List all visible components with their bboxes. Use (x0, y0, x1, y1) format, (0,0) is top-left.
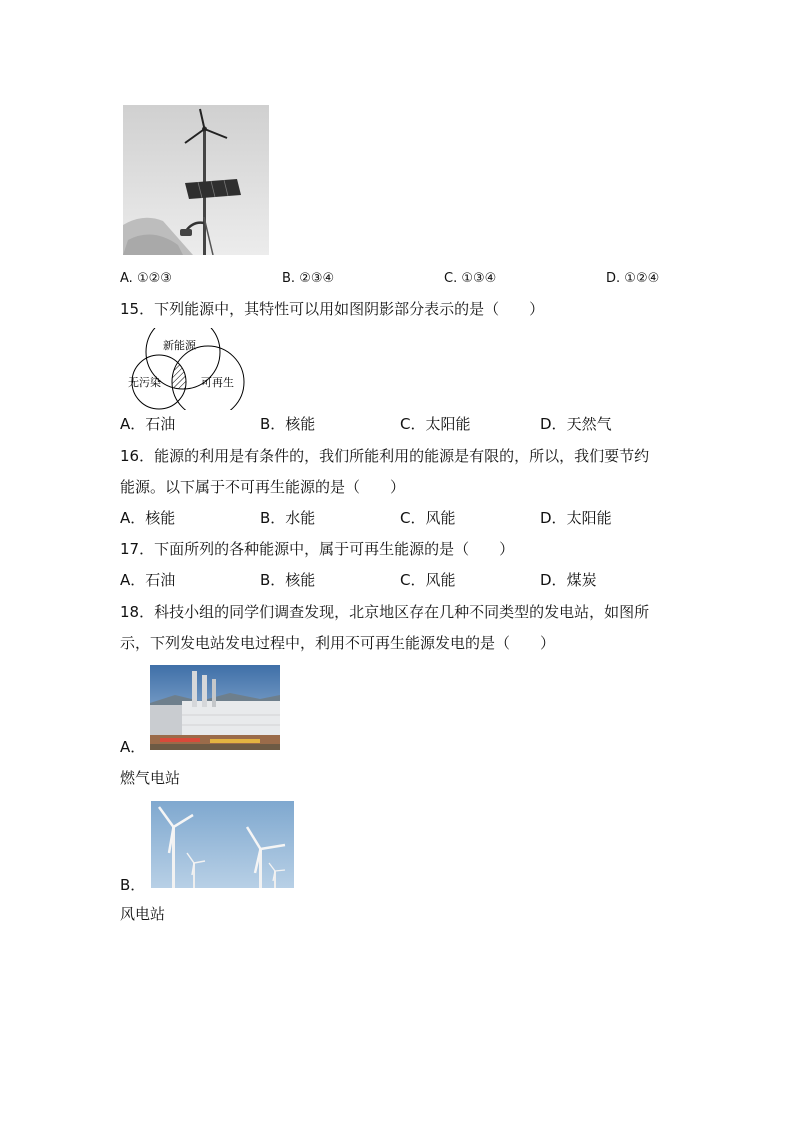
option-letter: A． (120, 415, 146, 433)
q14-option-c[interactable] (444, 269, 496, 289)
option-text: 核能 (285, 415, 316, 433)
option-text: 煤炭 (566, 571, 597, 589)
q15-venn-diagram (120, 328, 250, 410)
option-text: 太阳能 (425, 415, 471, 433)
option-text: 核能 (285, 571, 316, 589)
q16-option-a[interactable] (120, 508, 175, 528)
q15-option-b[interactable] (260, 414, 315, 434)
venn-label-top: 新能源 (163, 339, 196, 352)
option-letter: A． (120, 509, 146, 527)
q18-option-b[interactable] (120, 875, 145, 895)
option-text: ①②④ (624, 271, 660, 286)
q14-option-a[interactable] (120, 269, 172, 289)
q16-stem-line-1: 16．能源的利用是有条件的，我们所能利用的能源是有限的，所以，我们要节约 (120, 447, 650, 465)
option-letter: D． (540, 571, 567, 589)
option-text: 太阳能 (566, 509, 612, 527)
q18-stem-line-2: 示，下列发电站发电过程中，利用不可再生能源发电的是（ ） (120, 634, 556, 652)
gas-power-station-photo (150, 665, 280, 750)
option-text: 天然气 (566, 415, 612, 433)
q17-option-d[interactable] (540, 570, 597, 590)
q17-stem: 17．下面所列的各种能源中，属于可再生能源的是（ ） (120, 540, 515, 558)
option-text: 核能 (145, 509, 176, 527)
q15-option-d[interactable] (540, 414, 612, 434)
option-letter: A. (120, 271, 133, 286)
option-text: ①②③ (136, 271, 172, 286)
option-letter: A． (120, 738, 146, 756)
option-text: 风能 (425, 509, 456, 527)
option-text: ②③④ (299, 271, 335, 286)
q14-option-d[interactable] (606, 269, 659, 289)
venn-label-left: 无污染 (128, 376, 161, 389)
venn-label-right: 可再生 (201, 376, 234, 389)
q18-option-b-caption: 风电站 (120, 905, 166, 923)
q16-stem-line-2: 能源。以下属于不可再生能源的是（ ） (120, 478, 406, 496)
q15-option-c[interactable] (400, 414, 471, 434)
option-letter: B． (120, 876, 146, 894)
option-text: 石油 (145, 415, 176, 433)
option-text: 石油 (145, 571, 176, 589)
wind-solar-streetlight-photo (123, 105, 269, 255)
q17-option-a[interactable] (120, 570, 175, 590)
q16-option-d[interactable] (540, 508, 612, 528)
option-letter: D． (540, 509, 567, 527)
option-letter: D． (540, 415, 567, 433)
option-text: 风能 (425, 571, 456, 589)
q16-option-c[interactable] (400, 508, 456, 528)
option-letter: C. (444, 271, 458, 286)
q16-option-b[interactable] (260, 508, 315, 528)
q15-option-a[interactable] (120, 414, 175, 434)
option-letter: B． (260, 415, 286, 433)
option-letter: C． (400, 571, 426, 589)
q14-option-b[interactable] (282, 269, 334, 289)
option-letter: D. (606, 271, 621, 286)
q17-option-c[interactable] (400, 570, 456, 590)
q15-stem: 15．下列能源中，其特性可以用如图阴影部分表示的是（ ） (120, 300, 545, 318)
q18-stem-line-1: 18．科技小组的同学们调查发现，北京地区存在几种不同类型的发电站，如图所 (120, 603, 650, 621)
option-letter: A． (120, 571, 146, 589)
q18-option-a[interactable] (120, 737, 145, 757)
option-letter: B． (260, 509, 286, 527)
option-letter: C． (400, 509, 426, 527)
option-letter: C． (400, 415, 426, 433)
option-letter: B. (282, 271, 296, 286)
option-letter: B． (260, 571, 286, 589)
wind-farm-photo (151, 801, 294, 888)
q17-option-b[interactable] (260, 570, 315, 590)
option-text: ①③④ (461, 271, 497, 286)
q18-option-a-caption: 燃气电站 (120, 769, 181, 787)
option-text: 水能 (285, 509, 316, 527)
